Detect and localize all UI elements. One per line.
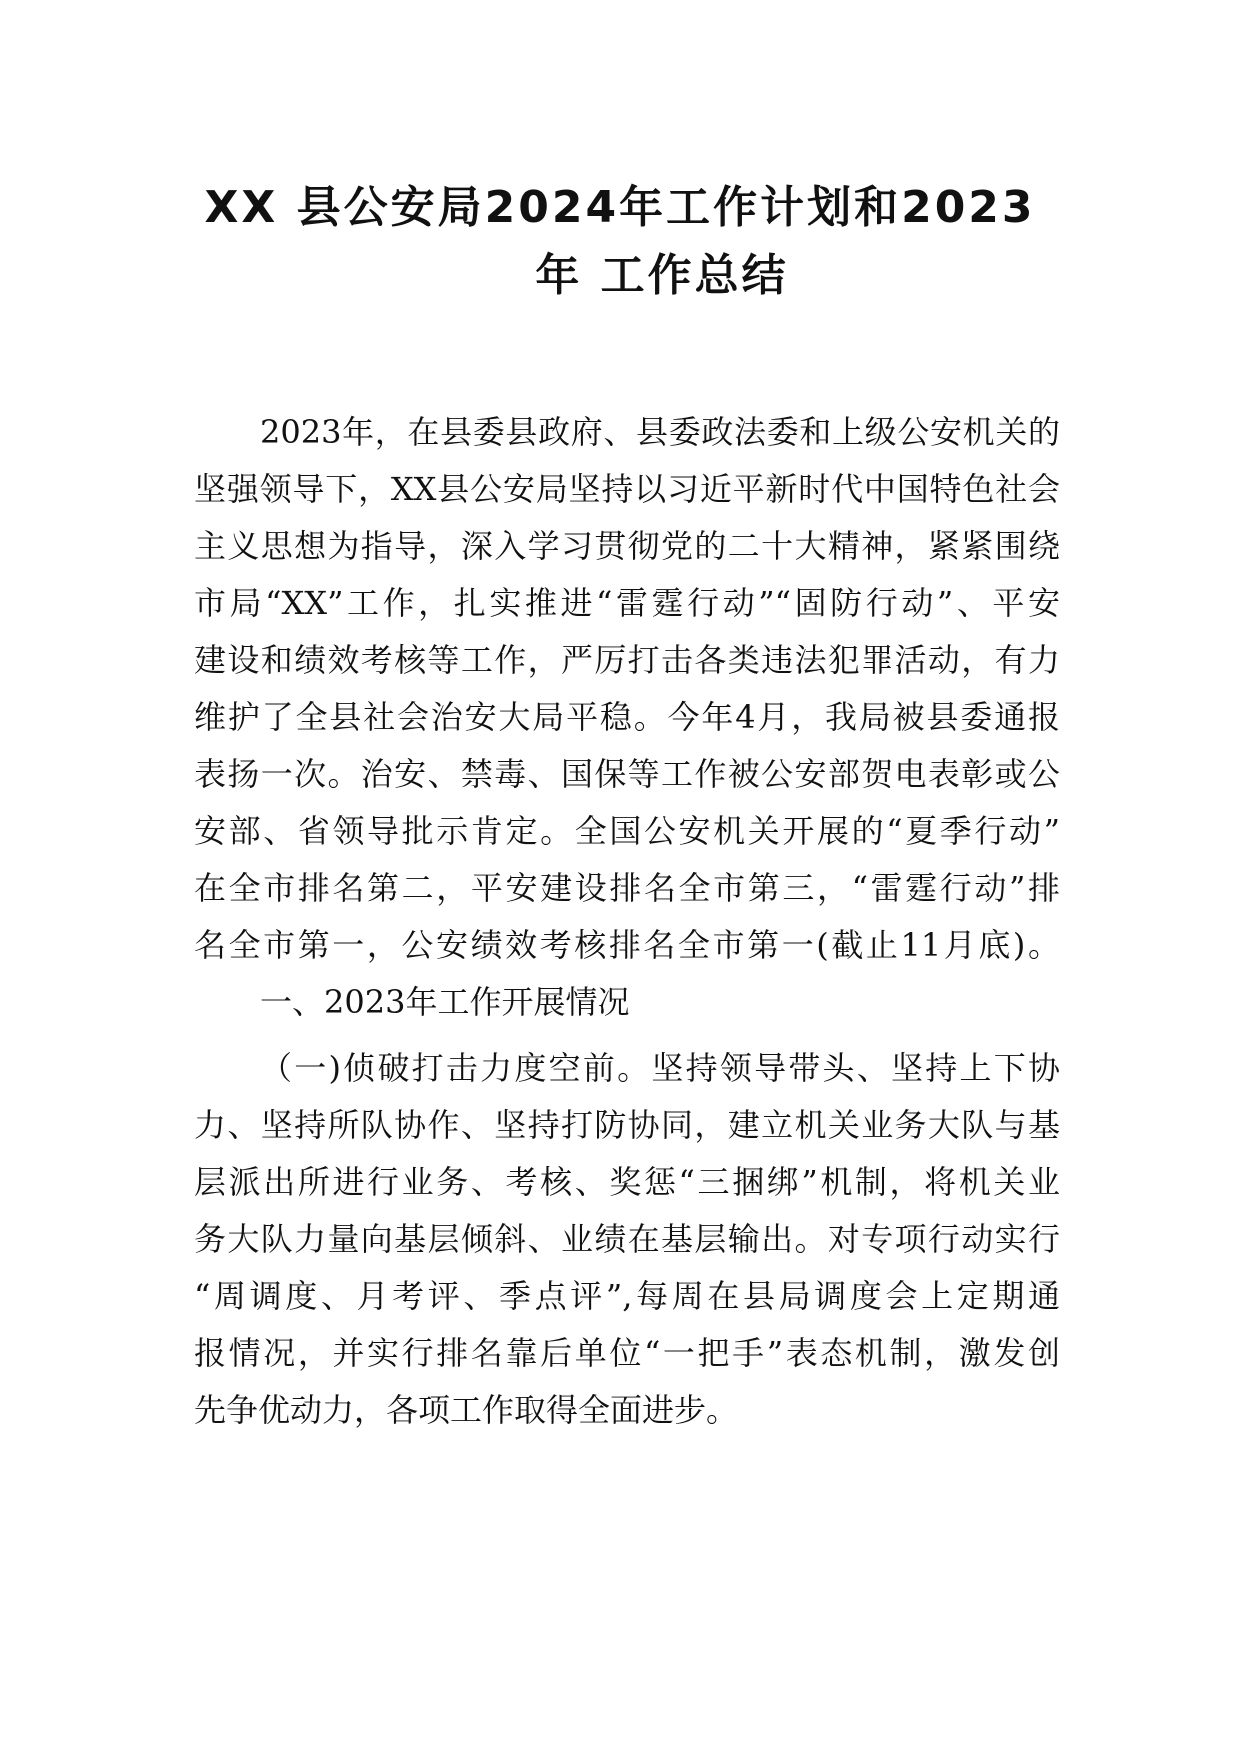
subsection-line: “周调度、月考评、季点评”,每周在县局调度会上定期通: [194, 1277, 1060, 1315]
intro-line: 坚强领导下，XX县公安局坚持以习近平新时代中国特色社会: [194, 470, 1060, 508]
intro-paragraph: [194, 404, 1060, 974]
intro-line: 表扬一次。治安、禁毒、国保等工作被公安部贺电表彰或公: [194, 755, 1060, 793]
title-line-2: 年 工作总结: [535, 250, 789, 301]
section-heading: 一、2023年工作开展情况: [260, 983, 630, 1021]
intro-line: 市局“XX”工作，扎实推进“雷霆行动”“固防行动”、平安: [194, 584, 1060, 622]
subsection-line: 力、坚持所队协作、坚持打防协同，建立机关业务大队与基: [194, 1106, 1060, 1144]
subsection-line: （一)侦破打击力度空前。坚持领导带头、坚持上下协: [260, 1049, 1060, 1087]
subsection-line: 务大队力量向基层倾斜、业绩在基层输出。对专项行动实行: [194, 1220, 1060, 1258]
intro-line: 建设和绩效考核等工作，严厉打击各类违法犯罪活动，有力: [194, 641, 1060, 679]
intro-line: 维护了全县社会治安大局平稳。今年4月，我局被县委通报: [194, 698, 1060, 736]
subsection-paragraph: [194, 1040, 1060, 1439]
subsection-line: 先争优动力，各项工作取得全面进步。: [194, 1391, 739, 1429]
document-body: [194, 404, 1060, 1439]
intro-line: 2023年，在县委县政府、县委政法委和上级公安机关的: [260, 413, 1060, 451]
intro-line: 在全市排名第二，平安建设排名全市第三，“雷霆行动”排: [194, 869, 1060, 907]
subsection-line: 层派出所进行业务、考核、奖惩“三捆绑”机制，将机关业: [194, 1163, 1060, 1201]
document-title: [0, 174, 1240, 310]
title-line-1: XX 县公安局2024年工作计划和2023: [204, 182, 1036, 233]
intro-line: 主义思想为指导，深入学习贯彻党的二十大精神，紧紧围绕: [194, 527, 1060, 565]
intro-line: 名全市第一，公安绩效考核排名全市第一(截止11月底)。: [194, 926, 1060, 964]
intro-line: 安部、省领导批示肯定。全国公安机关开展的“夏季行动”: [194, 812, 1060, 850]
subsection-line: 报情况，并实行排名靠后单位“一把手”表态机制，激发创: [194, 1334, 1060, 1372]
